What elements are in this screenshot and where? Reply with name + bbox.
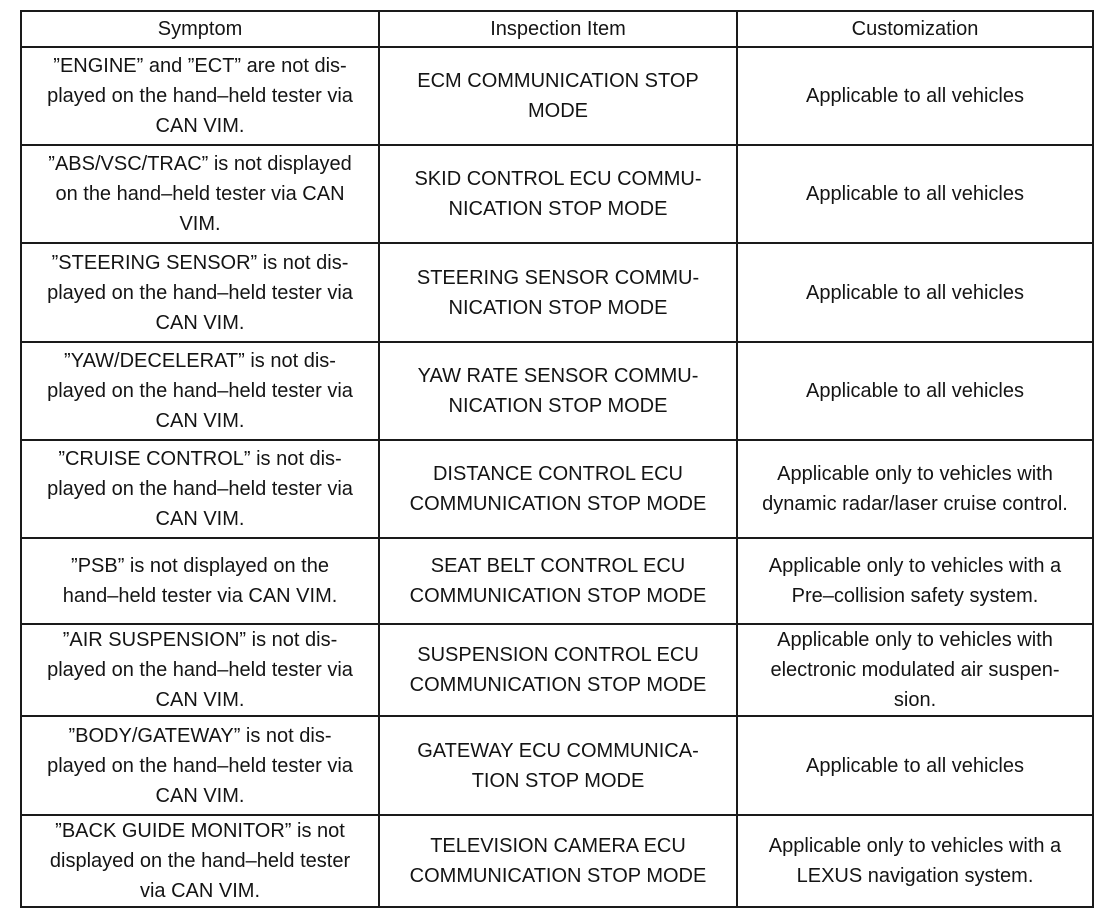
symptom-cell: ”BODY/GATEWAY” is not dis- played on the hand–held tester via CAN VIM. <box>21 716 379 814</box>
table-row <box>21 243 1093 341</box>
inspection-item-cell: TELEVISION CAMERA ECU COMMUNICATION STOP MODE <box>379 815 737 907</box>
customization-cell: Applicable to all vehicles <box>737 243 1093 341</box>
symptom-cell: ”PSB” is not displayed on the hand–held tester via CAN VIM. <box>21 538 379 624</box>
symptom-cell: ”STEERING SENSOR” is not dis- played on the hand–held tester via CAN VIM. <box>21 243 379 341</box>
header-customization: Customization <box>737 11 1093 47</box>
table-row <box>21 47 1093 145</box>
inspection-item-cell: STEERING SENSOR COMMU- NICATION STOP MODE <box>379 243 737 341</box>
communication-stop-table <box>20 10 1094 908</box>
table-row <box>21 440 1093 538</box>
table-row <box>21 624 1093 716</box>
table-row <box>21 538 1093 624</box>
header-row <box>21 11 1093 47</box>
header-inspection-item: Inspection Item <box>379 11 737 47</box>
inspection-item-cell: ECM COMMUNICATION STOP MODE <box>379 47 737 145</box>
customization-cell: Applicable only to vehicles with dynamic radar/laser cruise control. <box>737 440 1093 538</box>
customization-cell: Applicable to all vehicles <box>737 145 1093 243</box>
inspection-item-cell: YAW RATE SENSOR COMMU- NICATION STOP MODE <box>379 342 737 440</box>
table-row <box>21 145 1093 243</box>
symptom-cell: ”YAW/DECELERAT” is not dis- played on the hand–held tester via CAN VIM. <box>21 342 379 440</box>
inspection-item-cell: DISTANCE CONTROL ECU COMMUNICATION STOP MODE <box>379 440 737 538</box>
table-row <box>21 716 1093 814</box>
table-row <box>21 342 1093 440</box>
customization-cell: Applicable to all vehicles <box>737 716 1093 814</box>
inspection-item-cell: SEAT BELT CONTROL ECU COMMUNICATION STOP MODE <box>379 538 737 624</box>
symptom-cell: ”ENGINE” and ”ECT” are not dis- played on the hand–held tester via CAN VIM. <box>21 47 379 145</box>
symptom-cell: ”ABS/VSC/TRAC” is not displayed on the hand–held tester via CAN VIM. <box>21 145 379 243</box>
symptom-cell: ”BACK GUIDE MONITOR” is not displayed on the hand–held tester via CAN VIM. <box>21 815 379 907</box>
customization-cell: Applicable only to vehicles with electronic modulated air suspen- sion. <box>737 624 1093 716</box>
symptom-cell: ”AIR SUSPENSION” is not dis- played on the hand–held tester via CAN VIM. <box>21 624 379 716</box>
inspection-item-cell: GATEWAY ECU COMMUNICA- TION STOP MODE <box>379 716 737 814</box>
customization-cell: Applicable to all vehicles <box>737 342 1093 440</box>
customization-cell: Applicable only to vehicles with a Pre–collision safety system. <box>737 538 1093 624</box>
customization-cell: Applicable to all vehicles <box>737 47 1093 145</box>
inspection-item-cell: SKID CONTROL ECU COMMU- NICATION STOP MODE <box>379 145 737 243</box>
table-row <box>21 815 1093 907</box>
customization-cell: Applicable only to vehicles with a LEXUS navigation system. <box>737 815 1093 907</box>
inspection-item-cell: SUSPENSION CONTROL ECU COMMUNICATION STOP MODE <box>379 624 737 716</box>
symptom-cell: ”CRUISE CONTROL” is not dis- played on the hand–held tester via CAN VIM. <box>21 440 379 538</box>
header-symptom: Symptom <box>21 11 379 47</box>
